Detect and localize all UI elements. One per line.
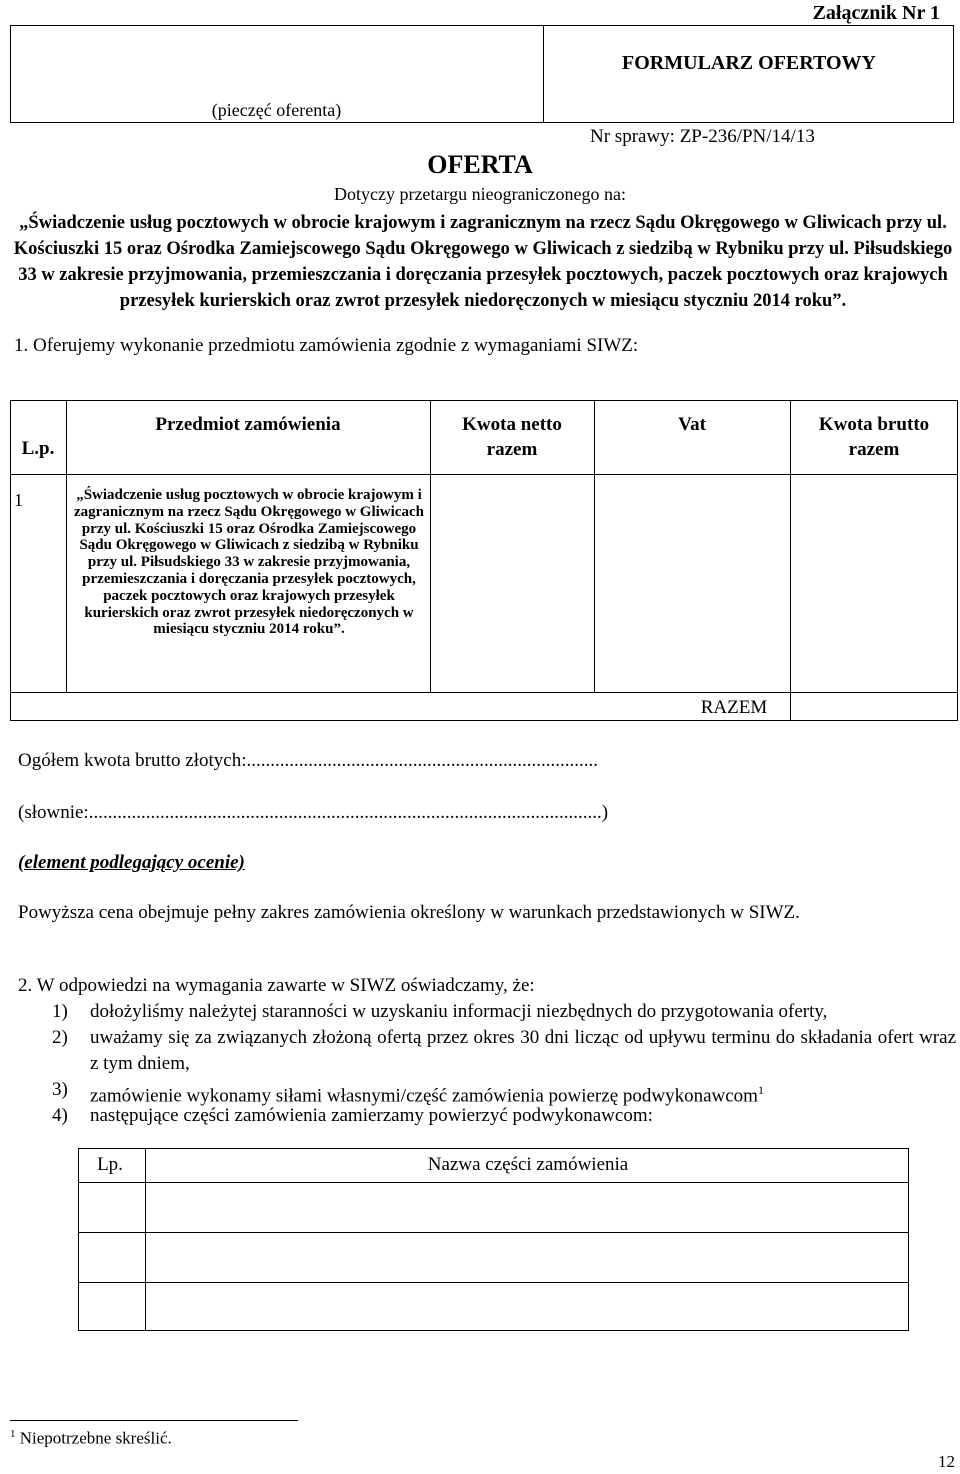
table-line xyxy=(10,474,958,475)
table-line xyxy=(78,1148,909,1149)
table-line xyxy=(957,400,958,721)
document-title: OFERTA xyxy=(427,150,533,179)
footnote-ref: 1 xyxy=(757,1083,764,1097)
table-line xyxy=(594,400,595,693)
sub-header-nazwa: Nazwa części zamówienia xyxy=(427,1154,629,1175)
statement-number: 4) xyxy=(52,1105,68,1126)
footnote-separator xyxy=(10,1420,298,1421)
statement-number: 3) xyxy=(52,1079,68,1100)
sub-header-lp: Lp. xyxy=(97,1154,123,1175)
table-line xyxy=(78,1232,909,1233)
table-line xyxy=(78,1330,909,1331)
case-number: Nr sprawy: ZP-236/PN/14/13 xyxy=(590,126,815,147)
header-kwota-netto: Kwota netto razem xyxy=(462,414,562,460)
statement-number: 1) xyxy=(52,1001,68,1022)
table-line xyxy=(10,720,958,721)
page-number: 12 xyxy=(938,1452,955,1471)
row-description: „Świadczenie usług pocztowych w obrocie krajowym i zagranicznym na rzecz Sądu Okręgowego w Gliwicach przy ul. Kościuszki 15 oraz Ośrodka Zamiejscowego Sądu Okręgowego w Gliwicach z siedzibą w Rybniku przy ul. Piłsudskiego 33 w zakresie przyjmowania, przemieszczania i doręczania przesyłek pocztowych, paczek pocztowych oraz krajowych przesyłek kurierskich oraz zwrot przesyłek niedoręczonych w miesiącu styczniu 2014 roku”. xyxy=(74,487,424,638)
table-line xyxy=(10,400,11,721)
table-line xyxy=(10,400,958,401)
statement-text: następujące części zamówienia zamierzamy powierzyć podwykonawcom: xyxy=(90,1105,653,1126)
row-number: 1 xyxy=(14,490,23,510)
header-przedmiot: Przedmiot zamówienia xyxy=(155,414,341,435)
total-gross-line: Ogółem kwota brutto złotych:.......................................................................... xyxy=(18,750,598,771)
price-scope-statement: Powyższa cena obejmuje pełny zakres zamówienia określony w warunkach przedstawionych w SIWZ. xyxy=(18,902,800,923)
statement-text: uważamy się za związanych złożoną ofertą przez okres 30 dni licząc od upływu terminu do składania ofert wraz z tym dniem, xyxy=(90,1027,956,1074)
total-label: RAZEM xyxy=(700,697,768,718)
point-2-heading: 2. W odpowiedzi na wymagania zawarte w SIWZ oświadczamy, że: xyxy=(18,975,535,996)
table-line xyxy=(430,400,431,693)
header-vat: Vat xyxy=(678,414,706,435)
statement-text: dołożyliśmy należytej staranności w uzyskaniu informacji niezbędnych do przygotowania oferty, xyxy=(90,1001,828,1022)
form-title: FORMULARZ OFERTOWY xyxy=(622,52,876,74)
point-1-heading: 1. Oferujemy wykonanie przedmiotu zamówienia zgodnie z wymaganiami SIWZ: xyxy=(14,335,639,356)
table-line xyxy=(790,400,791,721)
statement-number: 2) xyxy=(52,1027,68,1048)
table-line xyxy=(145,1148,146,1331)
table-line xyxy=(78,1182,909,1183)
evaluation-note: (element podlegający ocenie) xyxy=(18,852,245,873)
table-line xyxy=(78,1148,79,1331)
amount-in-words-line: (słownie:............................................................................................................) xyxy=(18,802,609,823)
statement-text: zamówienie wykonamy siłami własnymi/część zamówienia powierzę podwykonawcom$^1$ xyxy=(90,1083,764,1107)
header-lp: L.p. xyxy=(21,438,55,459)
table-line xyxy=(66,400,67,693)
stamp-placeholder: (pieczęć oferenta) xyxy=(211,100,342,120)
header-kwota-brutto: Kwota brutto razem xyxy=(818,414,930,460)
table-line xyxy=(10,692,958,693)
tender-subject: „Świadczenie usług pocztowych w obrocie krajowym i zagranicznym na rzecz Sądu Okręgowego w Gliwicach przy ul. Kościuszki 15 oraz Ośrodka Zamiejscowego Sądu Okręgowego w Gliwicach z siedzibą w Rybniku przy ul. Piłsudskiego 33 w zakresie przyjmowania, przemieszczania i doręczania przesyłek pocztowych, paczek pocztowych oraz krajowych przesyłek kurierskich oraz zwrot przesyłek niedoręczonych w miesiącu styczniu 2014 roku”. xyxy=(13,213,953,311)
attachment-label: Załącznik Nr 1 xyxy=(812,2,940,24)
table-line xyxy=(908,1148,909,1331)
tender-intro: Dotyczy przetargu nieograniczonego na: xyxy=(333,184,627,204)
table-line xyxy=(78,1282,909,1283)
footnote: $^1$ Niepotrzebne skreślić. xyxy=(10,1428,172,1448)
